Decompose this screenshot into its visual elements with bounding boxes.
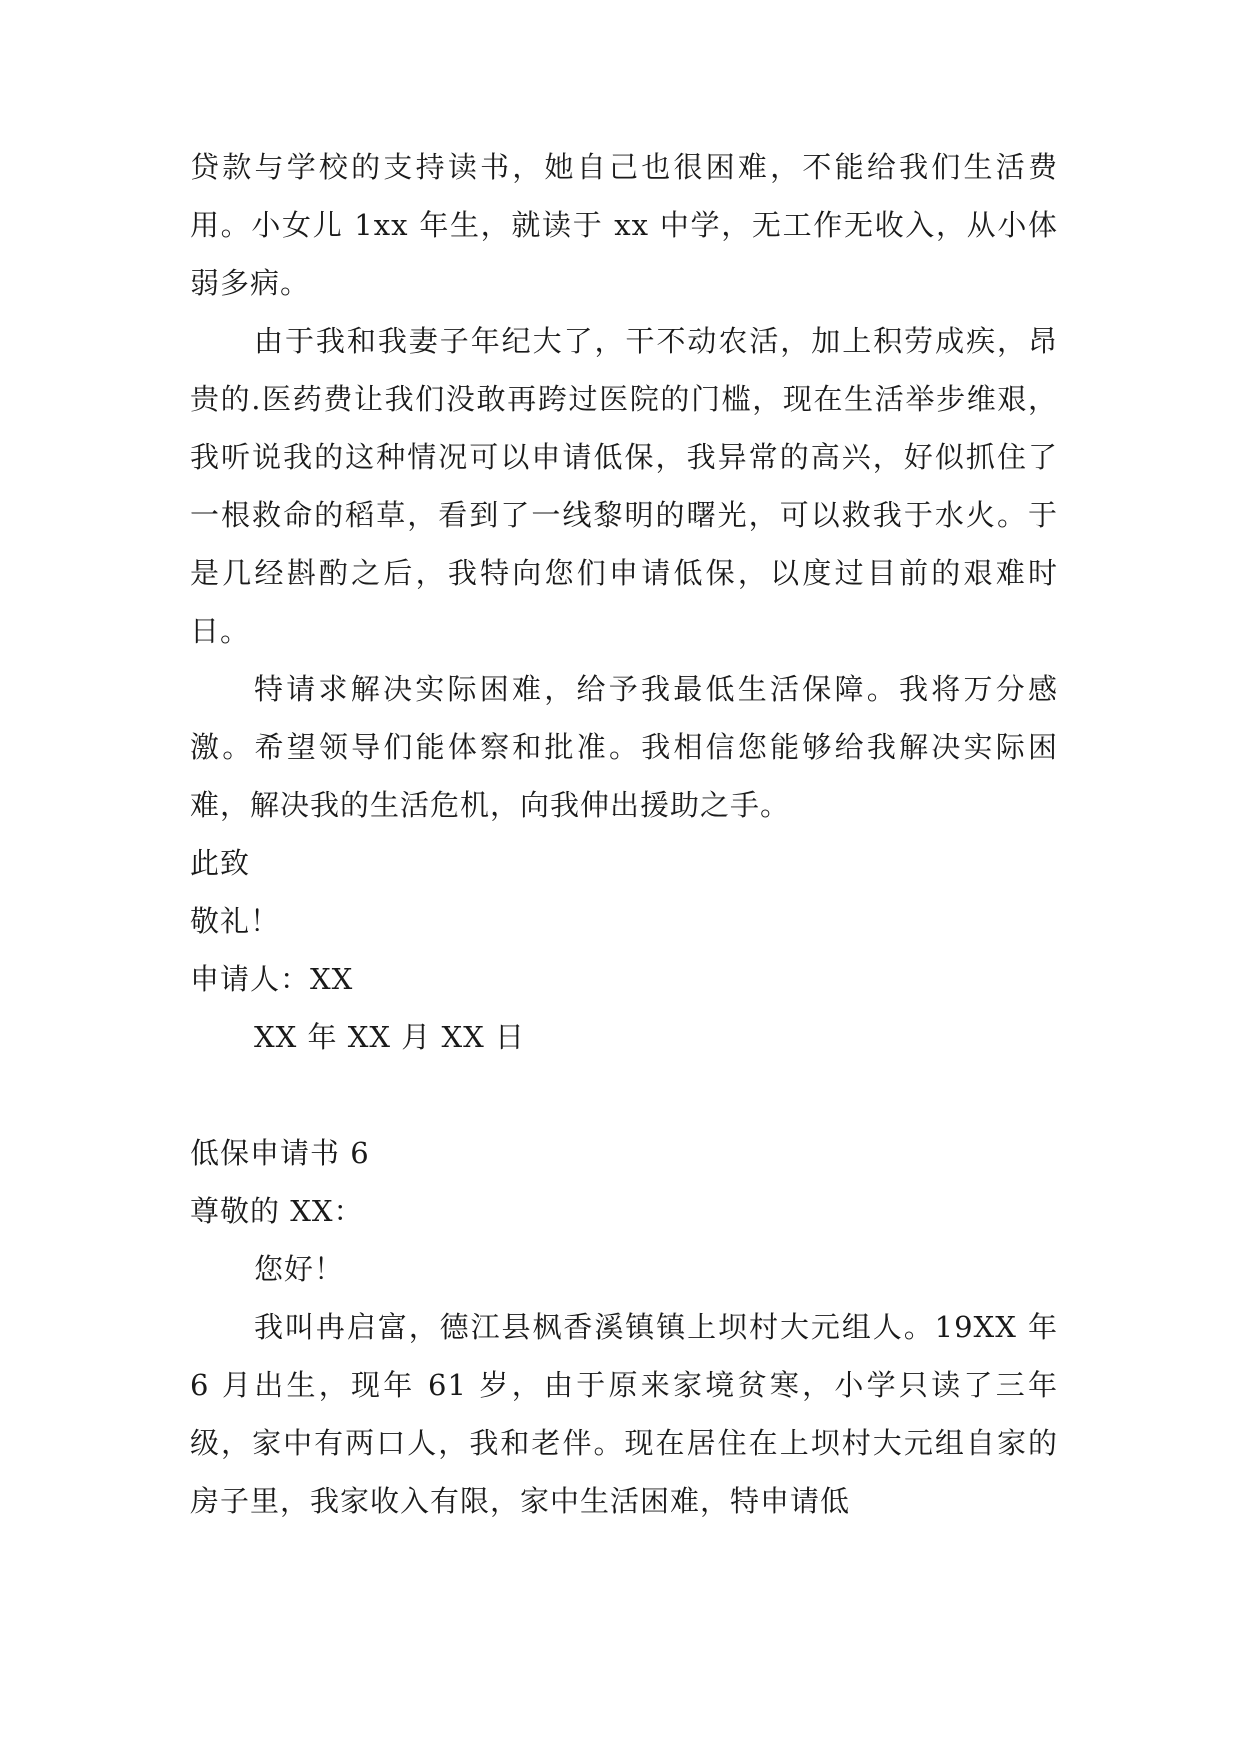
date-line: XX 年 XX 月 XX 日: [254, 1020, 525, 1054]
closing-respect: 敬礼！: [190, 904, 281, 938]
hardship-paragraph: 由于我和我妻子年纪大了，干不动农活，加上积劳成疾，昂贵的.医药费让我们没敢再跨过医院的门槛，现在生活举步维艰，我听说我的这种情况可以申请低保，我异常的高兴，好似抓住了一根救命的稻草，看到了一线黎明的曙光，可以救我于水火。于是几经斟酌之后，我特向您们申请低保，以度过目前的艰难时日。: [190, 324, 1058, 648]
letter-salutation: 尊敬的 XX：: [190, 1194, 364, 1228]
closing-salutation: 此致: [190, 846, 251, 880]
request-paragraph: 特请求解决实际困难，给予我最低生活保障。我将万分感激。希望领导们能体察和批准。我相信您能够给我解决实际困难，解决我的生活危机，向我伸出援助之手。: [190, 672, 1058, 822]
document-body: [190, 138, 1058, 1530]
applicant-line: 申请人：XX: [190, 962, 354, 996]
section-spacer: [190, 1066, 1058, 1124]
letter-title: 低保申请书 6: [190, 1136, 370, 1170]
letter-greeting: 您好！: [254, 1252, 345, 1286]
introduction-paragraph: 我叫冉启富，德江县枫香溪镇镇上坝村大元组人。19XX 年 6 月出生，现年 61 岁，由于原来家境贫寒，小学只读了三年级，家中有两口人，我和老伴。现在居住在上坝村大元组自家的房子里，我家收入有限，家中生活困难，特申请低: [190, 1310, 1058, 1518]
continuation-paragraph: 贷款与学校的支持读书，她自己也很困难，不能给我们生活费用。小女儿 1xx 年生，就读于 xx 中学，无工作无收入，从小体弱多病。: [190, 150, 1058, 300]
